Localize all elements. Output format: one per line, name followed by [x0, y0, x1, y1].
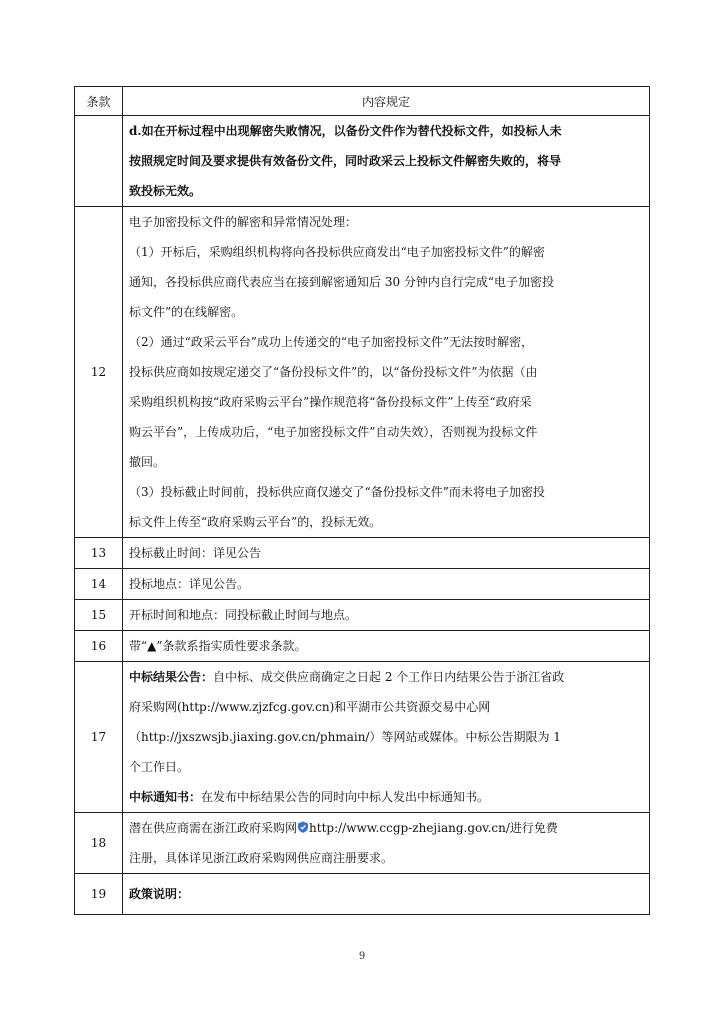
- row-12-content: [123, 207, 650, 538]
- row-number-empty: [75, 116, 123, 207]
- registration-link[interactable]: http://www.ccgp-zhejiang.gov.cn/进行免费: [309, 821, 558, 835]
- award-notice-label: 中标通知书：: [129, 790, 202, 804]
- text-line: （1）开标后，采购组织机构将向各投标供应商发出“电子加密投标文件”的解密: [129, 245, 545, 259]
- row-number: 14: [75, 569, 123, 600]
- text-line: d.如在开标过程中出现解密失败情况，以备份文件作为替代投标文件，如投标人未: [129, 124, 562, 138]
- text-line: 注册，具体详见浙江政府采购网供应商注册要求。: [129, 851, 394, 865]
- text-line: [129, 813, 643, 843]
- shield-icon: [297, 814, 309, 826]
- text-line: 购云平台”，上传成功后，“电子加密投标文件”自动失效），否则视为投标文件: [129, 425, 538, 439]
- table-row: [75, 207, 650, 538]
- table-row: [75, 813, 650, 874]
- row-16-content: 带“▲”条款系指实质性要求条款。: [123, 631, 650, 662]
- row-17-content: [123, 662, 650, 813]
- text-line: [129, 782, 643, 812]
- row-number: 12: [75, 207, 123, 538]
- table-row: [75, 538, 650, 569]
- text-line: 府采购网(http://www.zjzfcg.gov.cn)和平湖市公共资源交易中心网: [129, 700, 491, 714]
- table-row: [75, 631, 650, 662]
- text-line: 个工作日。: [129, 760, 190, 774]
- registration-text: 潜在供应商需在浙江政府采购网: [129, 821, 298, 835]
- text-line: [129, 662, 643, 692]
- table-row: [75, 600, 650, 631]
- text-line: 投标供应商如按规定递交了“备份投标文件”的，以“备份投标文件”为依据（由: [129, 365, 538, 379]
- header-clause: 条款: [75, 87, 123, 116]
- row-number: 18: [75, 813, 123, 874]
- text-line: （http://jxszwsjb.jiaxing.gov.cn/phmain/）等网站或媒体。中标公告期限为 1: [129, 730, 561, 744]
- row-d-content: [123, 116, 650, 207]
- text-line: 采购组织机构按“政府采购云平台”操作规范将“备份投标文件”上传至“政府采: [129, 395, 532, 409]
- table-row: [75, 569, 650, 600]
- text-line: 标文件”的在线解密。: [129, 305, 244, 319]
- text-line: 标文件上传至“政府采购云平台”的，投标无效。: [129, 515, 382, 529]
- row-number: 16: [75, 631, 123, 662]
- text-line: 致投标无效。: [129, 184, 202, 198]
- text-line: 撤回。: [129, 455, 166, 469]
- text-line: （2）通过“政采云平台”成功上传递交的“电子加密投标文件”无法按时解密，: [129, 335, 534, 349]
- table-row: [75, 874, 650, 915]
- page-number: 9: [358, 951, 366, 962]
- text-line: （3）投标截止时间前，投标供应商仅递交了“备份投标文件”而未将电子加密投: [129, 485, 545, 499]
- table-row: [75, 116, 650, 207]
- row-14-content: 投标地点：详见公告。: [123, 569, 650, 600]
- terms-table: [74, 86, 650, 915]
- result-notice-label: 中标结果公告：: [129, 670, 214, 684]
- row-13-content: 投标截止时间：详见公告: [123, 538, 650, 569]
- header-content: 内容规定: [123, 87, 650, 116]
- row-number: 19: [75, 874, 123, 915]
- row-15-content: 开标时间和地点：同投标截止时间与地点。: [123, 600, 650, 631]
- text-line: 通知，各投标供应商代表应当在接到解密通知后 30 分钟内自行完成“电子加密投: [129, 275, 555, 289]
- table-header-row: [75, 87, 650, 116]
- row-19-content: 政策说明：: [123, 874, 650, 915]
- text-line: 电子加密投标文件的解密和异常情况处理：: [129, 215, 358, 229]
- text-line: 按照规定时间及要求提供有效备份文件，同时政采云上投标文件解密失败的，将导: [129, 154, 562, 168]
- result-notice-text: 自中标、成交供应商确定之日起 2 个工作日内结果公告于浙江省政: [213, 670, 565, 684]
- award-notice-text: 在发布中标结果公告的同时向中标人发出中标通知书。: [201, 790, 490, 804]
- table-row: [75, 662, 650, 813]
- row-18-content: [123, 813, 650, 874]
- row-number: 17: [75, 662, 123, 813]
- row-number: 15: [75, 600, 123, 631]
- row-number: 13: [75, 538, 123, 569]
